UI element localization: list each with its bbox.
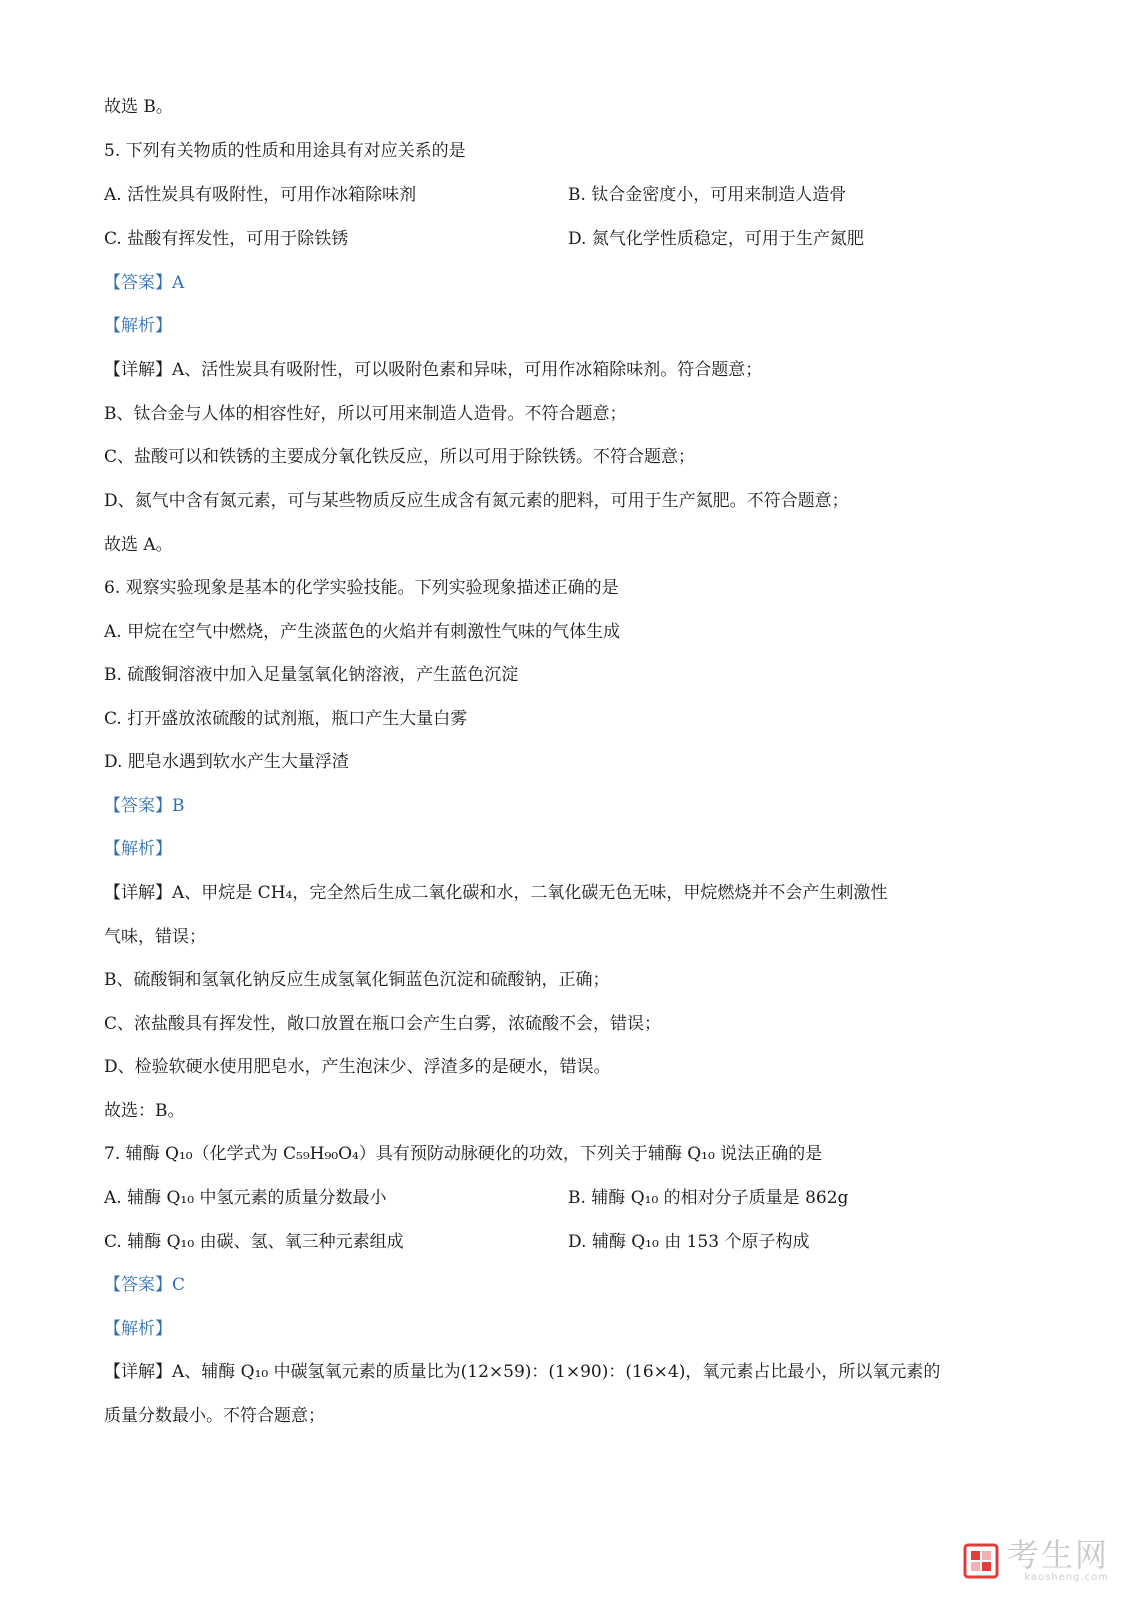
question-7-option-a: A. 辅酶 Q₁₀ 中氢元素的质量分数最小 [104,1188,387,1208]
question-6-option-b: B. 硫酸铜溶液中加入足量氢氧化钠溶液，产生蓝色沉淀 [104,665,519,685]
question-5-option-a: A. 活性炭具有吸附性，可用作冰箱除味剂 [104,185,417,205]
explanation-line: C、盐酸可以和铁锈的主要成分氧化铁反应，所以可用于除铁锈。不符合题意； [104,447,696,467]
question-5-option-c: C. 盐酸有挥发性，可用于除铁锈 [104,229,349,249]
question-7-stem: 7. 辅酶 Q₁₀（化学式为 C₅₉H₉₀O₄）具有预防动脉硬化的功效，下列关于辅酶 Q₁₀ 说法正确的是 [104,1144,823,1164]
question-6-option-c: C. 打开盛放浓硫酸的试剂瓶，瓶口产生大量白雾 [104,709,468,729]
explanation-line: D、氮气中含有氮元素，可与某些物质反应生成含有氮元素的肥料，可用于生产氮肥。不符合题意； [104,491,849,511]
explanation-line: B、硫酸铜和氢氧化钠反应生成氢氧化铜蓝色沉淀和硫酸钠，正确； [104,970,610,990]
text-line: 故选：B。 [104,1101,185,1121]
question-6-option-d: D. 肥皂水遇到软水产生大量浮渣 [104,752,349,772]
question-5-option-d: D. 氮气化学性质稳定，可用于生产氮肥 [568,229,864,249]
answer-label: 【答案】C [104,1275,186,1295]
explanation-line: B、钛合金与人体的相容性好，所以可用来制造人造骨。不符合题意； [104,404,627,424]
watermark-cn: 考生网 [1006,1536,1109,1574]
question-6-stem: 6. 观察实验现象是基本的化学实验技能。下列实验现象描述正确的是 [104,578,619,598]
analysis-label: 【解析】 [104,1319,172,1339]
explanation-line: 质量分数最小。不符合题意； [104,1406,325,1426]
answer-label: 【答案】A [104,273,185,293]
watermark [963,1538,1109,1584]
kaosheng-logo-icon [963,1543,999,1579]
question-5-stem: 5. 下列有关物质的性质和用途具有对应关系的是 [104,141,466,161]
text-line: 故选 A。 [104,535,173,555]
explanation-line: 【详解】A、活性炭具有吸附性，可以吸附色素和异味，可用作冰箱除味剂。符合题意； [104,360,763,380]
explanation-line: C、浓盐酸具有挥发性，敞口放置在瓶口会产生白雾，浓硫酸不会，错误； [104,1014,662,1034]
watermark-text [1007,1538,1109,1584]
analysis-label: 【解析】 [104,839,172,859]
question-7-option-c: C. 辅酶 Q₁₀ 由碳、氢、氧三种元素组成 [104,1232,404,1252]
question-7-option-d: D. 辅酶 Q₁₀ 由 153 个原子构成 [568,1232,810,1252]
watermark-en: kaosheng.com [1024,1572,1109,1583]
explanation-line: 【详解】A、辅酶 Q₁₀ 中碳氢氧元素的质量比为(12×59)：(1×90)：(16×4)，氧元素占比最小，所以氧元素的 [104,1362,941,1382]
question-6-option-a: A. 甲烷在空气中燃烧，产生淡蓝色的火焰并有刺激性气味的气体生成 [104,622,621,642]
question-7-option-b: B. 辅酶 Q₁₀ 的相对分子质量是 862g [568,1188,849,1208]
explanation-line: D、检验软硬水使用肥皂水，产生泡沫少、浮渣多的是硬水，错误。 [104,1057,611,1077]
question-5-option-b: B. 钛合金密度小，可用来制造人造骨 [568,185,847,205]
explanation-line: 【详解】A、甲烷是 CH₄，完全然后生成二氧化碳和水，二氧化碳无色无味，甲烷燃烧并不会产生刺激性 [104,883,888,903]
analysis-label: 【解析】 [104,316,172,336]
explanation-line: 气味，错误； [104,927,206,947]
text-line: 故选 B。 [104,97,173,117]
answer-label: 【答案】B [104,796,185,816]
